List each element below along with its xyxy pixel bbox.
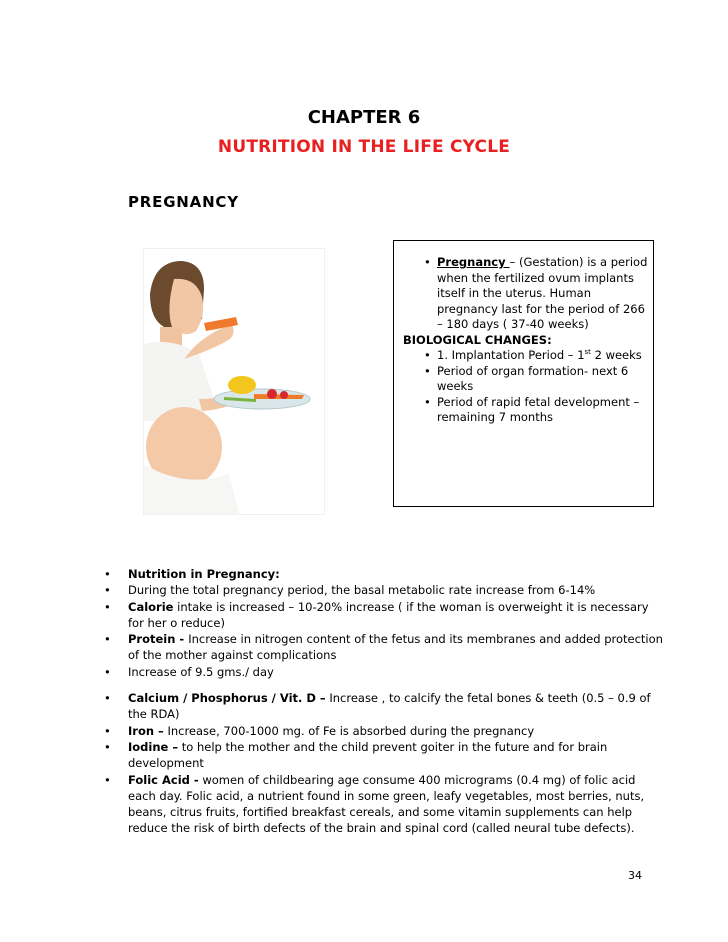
chapter-title: NUTRITION IN THE LIFE CYCLE [217, 137, 511, 157]
calcium-term: Calcium / Phosphorus / Vit. D – [128, 691, 326, 706]
fetal-development-text: Period of rapid fetal development – remaining 7 months [437, 394, 640, 424]
pregnant-woman-photo [143, 248, 325, 515]
biological-changes-heading: BIOLOGICAL CHANGES: [403, 332, 552, 347]
bullet-icon: • [104, 583, 111, 598]
bullet-icon: • [424, 363, 431, 378]
list-item [104, 690, 664, 723]
organ-formation-text: Period of organ formation- next 6 weeks [437, 363, 629, 393]
list-item [104, 664, 664, 680]
chapter-number: CHAPTER 6 [307, 107, 421, 128]
implantation-text: 1. Implantation Period – 1 [437, 348, 585, 362]
list-item [104, 723, 664, 739]
fetal-development [394, 395, 653, 426]
bullet-icon: • [104, 691, 111, 706]
list-item [104, 582, 664, 598]
bmr-text: During the total pregnancy period, the basal metabolic rate increase from 6-14% [128, 583, 596, 598]
list-item [104, 631, 664, 664]
list-item [104, 566, 664, 582]
pregnancy-info-box [393, 240, 654, 507]
folic-acid-text: women of childbearing age consume 400 micrograms (0.4 mg) of folic acid each day. Folic acid, a nutrient found in some green, leafy vegetables, most berries, nuts, beans, citrus fruits, fortified breakfast cereals, and some vitamin supplements can help reduce the risk of birth defects of the brain and spinal cord (called neural tube defects). [128, 772, 645, 836]
bullet-icon: • [424, 255, 431, 269]
pregnancy-term: Pregnancy [437, 255, 510, 269]
protein-term: Protein - [128, 632, 189, 647]
list-item [104, 599, 664, 632]
calorie-term: Calorie [128, 599, 174, 614]
calorie-text: intake is increased – 10-20% increase ( if the woman is overweight it is necessary for her o reduce) [128, 599, 649, 630]
iodine-text: to help the mother and the child prevent goiter in the future and for brain development [128, 739, 608, 771]
list-item [104, 739, 664, 772]
pregnancy-definition [394, 255, 653, 333]
implantation-superscript: st [584, 348, 591, 357]
pregnancy-definition-text: – (Gestation) is a period when the fertilized ovum implants itself in the uterus. Human pregnancy last for the period of 266 – 180 days ( 37-40 weeks) [437, 255, 648, 331]
bullet-icon: • [104, 772, 111, 787]
bullet-icon: • [104, 567, 111, 581]
iron-term: Iron – [128, 723, 164, 738]
implantation-text-end: 2 weeks [590, 348, 642, 362]
nutrition-heading: Nutrition in Pregnancy: [128, 567, 280, 581]
nutrition-list [104, 566, 664, 837]
implantation-period [394, 348, 653, 364]
bullet-icon: • [104, 739, 111, 754]
bullet-icon: • [424, 394, 431, 409]
page-number: 34 [628, 869, 642, 882]
iodine-term: Iodine – [128, 739, 179, 754]
protein-text: Increase in nitrogen content of the fetus and its membranes and added protection of the mother against complications [128, 632, 663, 663]
calcium-text: Increase , to calcify the fetal bones & teeth (0.5 – 0.9 of the RDA) [128, 691, 651, 722]
pregnant-woman-illustration [144, 249, 324, 514]
folic-acid-term: Folic Acid - [128, 772, 199, 787]
section-heading: PREGNANCY [128, 193, 239, 211]
list-item [104, 772, 664, 837]
increase-text: Increase of 9.5 gms./ day [128, 664, 274, 679]
bullet-icon: • [104, 664, 111, 679]
bullet-icon: • [104, 599, 111, 614]
iron-text: Increase, 700-1000 mg. of Fe is absorbed during the pregnancy [163, 723, 535, 738]
bullet-icon: • [104, 723, 111, 738]
bullet-icon: • [424, 348, 431, 362]
organ-formation [394, 364, 653, 395]
bullet-icon: • [104, 632, 111, 647]
